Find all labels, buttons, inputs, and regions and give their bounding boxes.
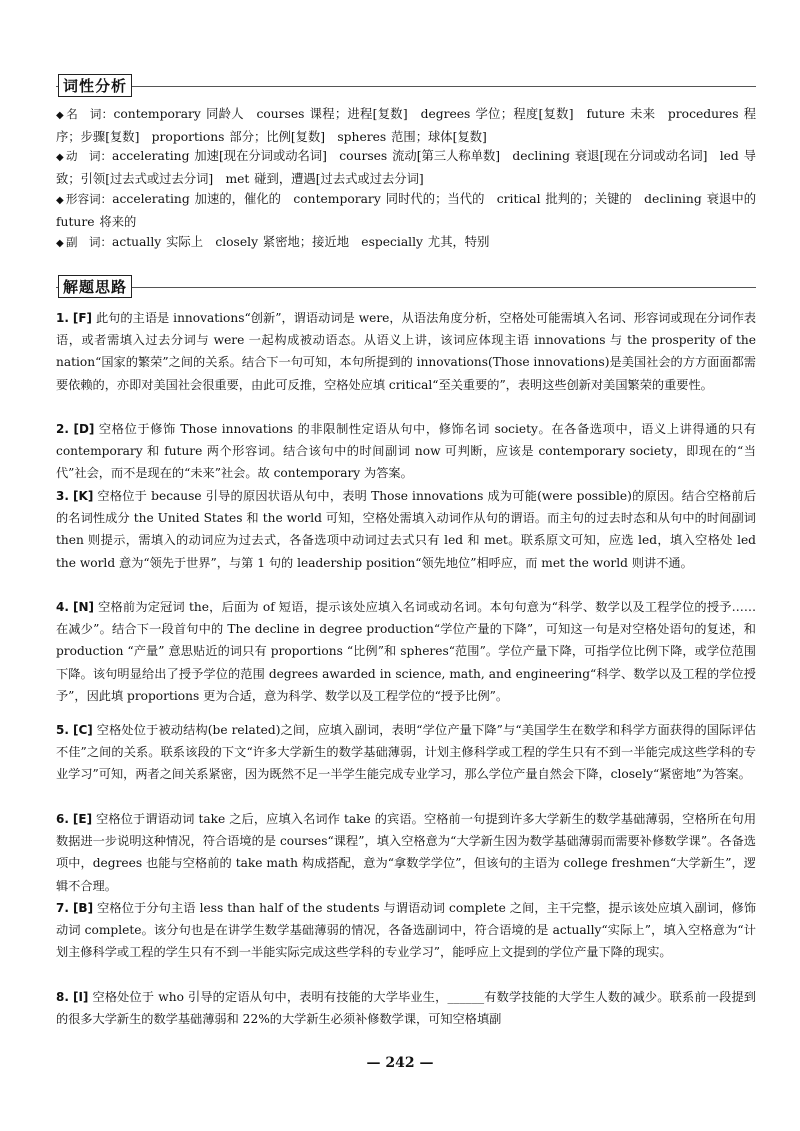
- pos-text: actually 实际上 closely 紧密地；接近地 especially 尤其，特别: [112, 235, 490, 249]
- pos-label: 动 词：: [66, 149, 112, 163]
- pos-row-adjective: [56, 189, 769, 233]
- item-answer: [D]: [73, 422, 95, 436]
- item-answer: [N]: [73, 600, 95, 614]
- item-number: 5.: [56, 723, 69, 737]
- pos-label: 形容词：: [66, 192, 113, 206]
- solution-item-8: [56, 986, 756, 1030]
- diamond-bullet-icon: ◆: [56, 152, 64, 163]
- item-answer: [C]: [72, 723, 93, 737]
- solution-item-3: [56, 485, 756, 574]
- pos-text: accelerating 加速[现在分词或动名词] courses 流动[第三人称单数] declining 衰退[现在分词或动名词] led 导致；引领[过去式或过去分词] met 碰到，遭遇[过去式或过去分词]: [56, 149, 757, 186]
- item-text: 空格位于谓语动词 take 之后，应填入名词作 take 的宾语。空格前一句提到许多大学新生的数学基础薄弱，空格所在句用数据进一步说明这种情况，符合语境的是 courses“课程”，填入空格意为“大学新生因为数学基础薄弱而需要补修数学课”。各备选项中，degrees 也能与空格前的 take math 构成搭配，意为“拿数学学位”，但该句的主语为 college freshmen“大学新生”，逻辑不合理。: [56, 812, 757, 893]
- item-text: 空格位于修饰 Those innovations 的非限制性定语从句中，修饰名词 society。在各备选项中，语义上讲得通的只有 contemporary 和 future 两个形容词。结合该句中的时间副词 now 可判断，应该是 contemporary society，即现在的“当代”社会，而不是现在的“未来”社会。故 contemporary 为答案。: [56, 422, 757, 481]
- pos-text: accelerating 加速的，催化的 contemporary 同时代的；当代的 critical 批判的；关键的 declining 衰退中的 future 将来的: [56, 192, 769, 229]
- pos-label: 名 词：: [66, 107, 114, 121]
- item-answer: [F]: [72, 311, 93, 325]
- item-text: 空格位于 because 引导的原因状语从句中，表明 Those innovations 成为可能(were possible)的原因。结合空格前后的名词性成分 the United States 和 the world 可知，空格处需填入动词作从句的谓语。而主句的过去时态和从句中的时间副词 then 则提示，需填入的动词应为过去式，各备选项中动词过去式只有 led 和 met。联系原文可知，应选 led，填入空格处 led the world 意为“领先于世界”，与第 1 句的 leadership position“领先地位”相呼应，而 met the world 则讲不通。: [56, 489, 757, 570]
- pos-heading-rule: [56, 86, 756, 87]
- pos-row-adverb: [56, 232, 756, 255]
- solution-item-7: [56, 897, 756, 964]
- pos-row-verb: [56, 146, 756, 190]
- item-answer: [B]: [72, 901, 94, 915]
- item-text: 空格处位于被动结构(be related)之间，应填入副词，表明“学位产量下降”与“美国学生在数学和科学方面获得的国际评估不佳”之间的关系。联系该段的下文“许多大学新生的数学基础薄弱，计划主修科学或工程的学生只有不到一半能完成这些学科的专业学习”可知，两者之间关系紧密，因为既然不足一半学生能完成专业学习，那么学位产量自然会下降，closely“紧密地”为答案。: [56, 723, 757, 782]
- solution-item-5: [56, 719, 756, 786]
- pos-section-title: 词性分析: [58, 74, 132, 97]
- solution-item-6: [56, 808, 756, 897]
- solution-item-4: [56, 596, 756, 707]
- solution-heading-rule: [56, 287, 756, 288]
- item-number: 1.: [56, 311, 69, 325]
- item-number: 2.: [56, 422, 69, 436]
- item-answer: [K]: [73, 489, 94, 503]
- pos-text: contemporary 同龄人 courses 课程；进程[复数] degrees 学位；程度[复数] future 未来 procedures 程序；步骤[复数] proportions 部分；比例[复数] spheres 范围；球体[复数]: [56, 107, 757, 144]
- item-text: 空格前为定冠词 the，后面为 of 短语，提示该处应填入名词或动名词。本句句意为“科学、数学以及工程学位的授予……在减少”。结合下一段首句中的 The decline in degree production“学位产量的下降”，可知这一句是对空格处语句的复述，和 production “产量” 意思贴近的词只有 proportions “比例”和 spheres“范围”。学位产量下降，可指学位比例下降，或学位范围下降。该句明显给出了授予学位的范围 degrees awarded in science, math, and engineering“科学、数学以及工程的学位授予”，因此填 proportions 更为合适，意为科学、数学以及工程学位的“授予比例”。: [56, 600, 757, 703]
- page-number: — 242 —: [366, 1055, 434, 1071]
- solution-item-2: [56, 418, 756, 485]
- diamond-bullet-icon: ◆: [56, 110, 64, 121]
- diamond-bullet-icon: ◆: [56, 195, 64, 206]
- item-number: 3.: [56, 489, 69, 503]
- item-answer: [E]: [72, 812, 93, 826]
- item-text: 空格处位于 who 引导的定语从句中，表明有技能的大学毕业生，______有数学技能的大学生人数的减少。联系前一段提到的很多大学新生的数学基础薄弱和 22%的大学新生必须补修数学课，可知空格填副: [56, 990, 756, 1027]
- item-text: 此句的主语是 innovations“创新”，谓语动词是 were，从语法角度分析，空格处可能需填入名词、形容词或现在分词作表语，或者需填入过去分词与 were 一起构成被动语态。从语义上讲，该词应体现主语 innovations 与 the prosperity of the nation“国家的繁荣”之间的关系。结合下一句可知，本句所提到的 innovations(Those innovations)是美国社会的方方面面都需要依赖的，亦即对美国社会很重要，由此可反推，空格处应填 critical“至关重要的”，表明这些创新对美国繁荣的重要性。: [56, 311, 757, 392]
- item-answer: [I]: [72, 990, 89, 1004]
- solution-section-title: 解题思路: [58, 275, 132, 298]
- item-number: 8.: [56, 990, 69, 1004]
- diamond-bullet-icon: ◆: [56, 238, 64, 249]
- pos-label: 副 词：: [66, 235, 112, 249]
- pos-row-noun: [56, 104, 756, 148]
- solution-item-1: [56, 307, 756, 396]
- item-number: 7.: [56, 901, 69, 915]
- item-text: 空格位于分句主语 less than half of the students 与谓语动词 complete 之间，主干完整，提示该处应填入副词，修饰动词 complete。该分句也是在讲学生数学基础薄弱的情况，各备选副词中，符合语境的是 actually“实际上”，填入空格意为“计划主修科学或工程的学生只有不到一半能实际完成这些学科的专业学习”，能呼应上文提到的学位产量下降的现实。: [56, 901, 757, 960]
- item-number: 4.: [56, 600, 69, 614]
- item-number: 6.: [56, 812, 69, 826]
